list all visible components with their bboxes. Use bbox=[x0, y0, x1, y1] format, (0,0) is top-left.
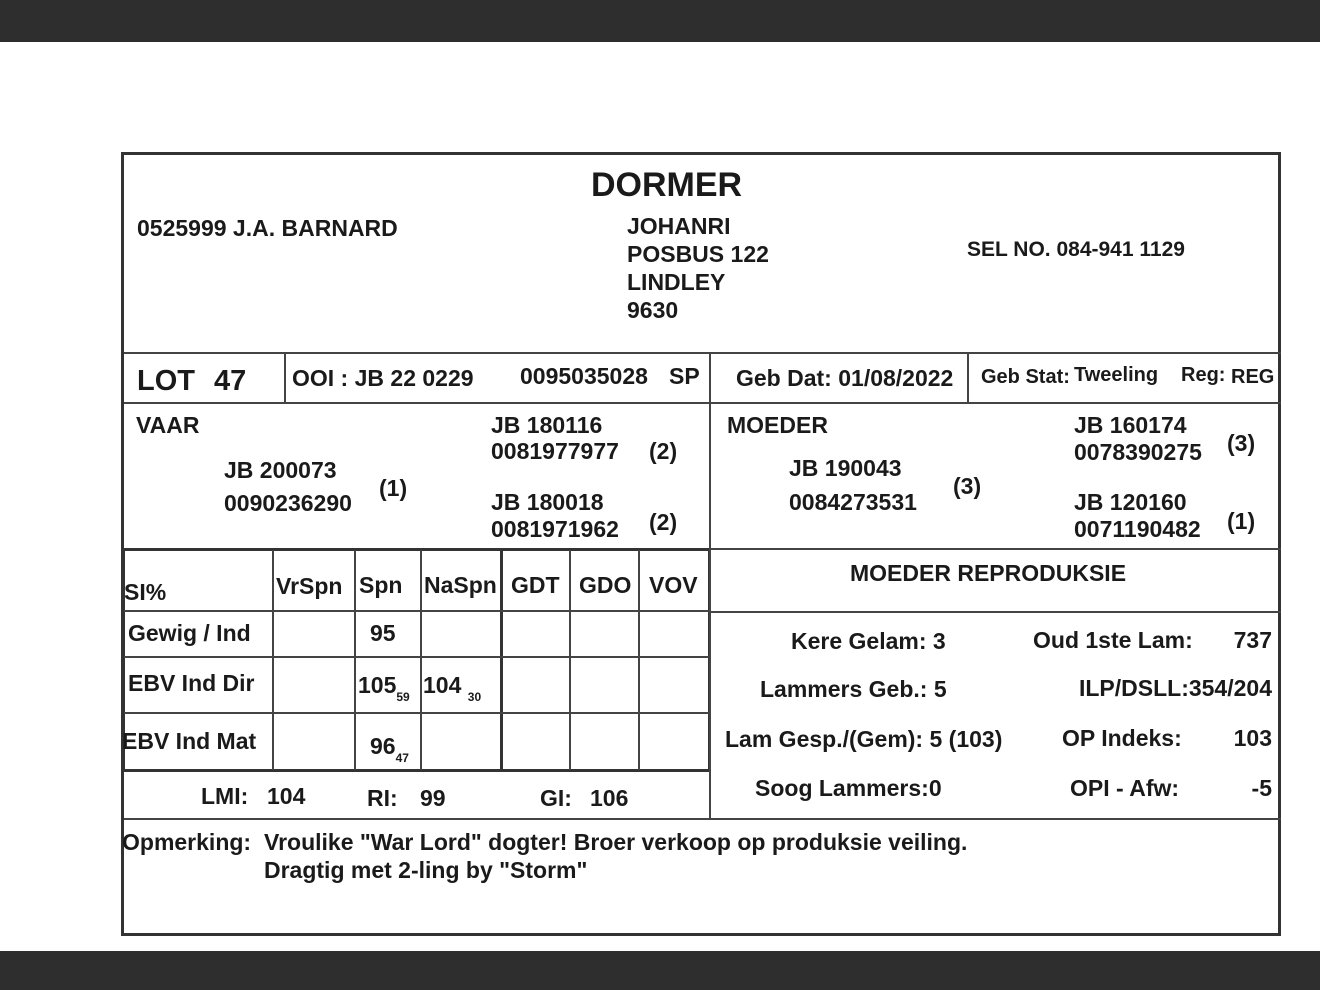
address-line-4: 9630 bbox=[627, 297, 679, 323]
dam-dam-jb: JB 120160 bbox=[1074, 489, 1187, 515]
dam-id: 0084273531 bbox=[789, 489, 917, 515]
lot-label: LOT bbox=[137, 365, 195, 397]
address-line-2: POSBUS 122 bbox=[627, 241, 769, 267]
header-vrspn: VrSpn bbox=[276, 573, 343, 599]
reg-label: Reg: bbox=[1181, 364, 1226, 386]
row-div-3 bbox=[124, 712, 711, 714]
ilp-dsll: ILP/DSLL:354/204 bbox=[1078, 675, 1272, 701]
col-div-5 bbox=[569, 550, 571, 770]
sire-sire-id: 0081977977 bbox=[491, 438, 619, 464]
col-div-2 bbox=[354, 550, 356, 770]
row-div-1 bbox=[124, 610, 711, 612]
col-div-1 bbox=[272, 550, 274, 770]
col-div-4 bbox=[500, 550, 503, 770]
row-label-ebv-dir: EBV Ind Dir bbox=[128, 670, 255, 696]
reg-value: REG bbox=[1231, 366, 1275, 388]
col-div-6 bbox=[638, 550, 640, 770]
divider-pedigree-top bbox=[124, 402, 1281, 404]
phone-number: SEL NO. 084-941 1129 bbox=[967, 238, 1185, 261]
col-div-3 bbox=[420, 550, 422, 770]
sire-id: 0090236290 bbox=[224, 490, 352, 516]
dam-sire-id: 0078390275 bbox=[1074, 439, 1202, 465]
dam-grade: (3) bbox=[953, 473, 982, 499]
ri-label: RI: bbox=[367, 785, 398, 811]
lmi-label: LMI: bbox=[201, 783, 249, 809]
owner-name: 0525999 J.A. BARNARD bbox=[137, 215, 398, 241]
divider-lot-top bbox=[124, 352, 1281, 354]
dam-sire-grade: (3) bbox=[1227, 430, 1256, 456]
birth-status: Tweeling bbox=[1074, 364, 1159, 386]
lmi-value: 104 bbox=[267, 783, 306, 809]
sire-grade: (1) bbox=[379, 475, 408, 501]
birth-status-label: Geb Stat: bbox=[981, 366, 1070, 388]
breed-title: DORMER bbox=[591, 166, 743, 204]
ri-value: 99 bbox=[420, 785, 446, 811]
cell-gewig-spn: 95 bbox=[370, 620, 396, 646]
lammers-geb: Lammers Geb.: 5 bbox=[760, 676, 947, 702]
divider-lot-3 bbox=[967, 352, 969, 402]
top-bar bbox=[0, 0, 1320, 42]
lot-card bbox=[121, 152, 1281, 936]
opi-label: OPI - Afw: bbox=[1070, 775, 1180, 801]
sire-dam-id: 0081971962 bbox=[491, 516, 619, 542]
header-vov: VOV bbox=[649, 572, 698, 598]
birth-date: Geb Dat: 01/08/2022 bbox=[736, 365, 954, 391]
header-gdt: GDT bbox=[511, 572, 560, 598]
remark-label: Opmerking: bbox=[122, 829, 252, 855]
bottom-bar bbox=[0, 951, 1320, 990]
sire-dam-jb: JB 180018 bbox=[491, 489, 604, 515]
header-naspn: NaSpn bbox=[424, 572, 497, 598]
address-line-1: JOHANRI bbox=[627, 213, 731, 239]
dam-jb: JB 190043 bbox=[789, 455, 902, 481]
divider-lot-1 bbox=[284, 352, 286, 402]
cell-ebv-dir-naspn: 104 $_{30}$ bbox=[423, 672, 482, 704]
lam-gesp: Lam Gesp./(Gem): 5 (103) bbox=[725, 726, 1003, 752]
sire-dam-grade: (2) bbox=[649, 509, 678, 535]
oud-value: 737 bbox=[1233, 627, 1272, 653]
sire-jb: JB 200073 bbox=[224, 457, 337, 483]
dam-sire-jb: JB 160174 bbox=[1074, 412, 1187, 438]
row-label-ebv-mat: EBV Ind Mat bbox=[122, 728, 257, 754]
gi-value: 106 bbox=[590, 785, 629, 811]
cell-ebv-mat-spn: $96_{47}$ bbox=[370, 733, 409, 765]
opi-value: -5 bbox=[1251, 775, 1272, 801]
repro-title: MOEDER REPRODUKSIE bbox=[850, 560, 1127, 586]
address-line-3: LINDLEY bbox=[627, 269, 726, 295]
remark-line-1: Vroulike "War Lord" dogter! Broer verkoop op produksie veiling. bbox=[264, 829, 968, 855]
soog-lammers: Soog Lammers:0 bbox=[755, 775, 942, 801]
sire-sire-grade: (2) bbox=[649, 438, 678, 464]
sire-sire-jb: JB 180116 bbox=[491, 412, 603, 438]
ooi-id: OOI : JB 22 0229 bbox=[292, 365, 474, 391]
header-gdo: GDO bbox=[579, 572, 632, 598]
header-spn: Spn bbox=[359, 572, 403, 598]
oud-label: Oud 1ste Lam: bbox=[1033, 627, 1193, 653]
op-value: 103 bbox=[1233, 725, 1272, 751]
kere-gelam: Kere Gelam: 3 bbox=[791, 628, 946, 654]
divider-lot-2 bbox=[709, 352, 711, 548]
dam-dam-id: 0071190482 bbox=[1074, 516, 1201, 542]
lot-sp: SP bbox=[669, 363, 700, 389]
row-div-2 bbox=[124, 656, 711, 658]
op-label: OP Indeks: bbox=[1062, 725, 1182, 751]
gi-label: GI: bbox=[540, 785, 572, 811]
lot-number: 47 bbox=[214, 365, 247, 397]
remark-line-2: Dragtig met 2-ling by "Storm" bbox=[264, 857, 588, 883]
header-si: SI% bbox=[124, 579, 167, 605]
row-label-gewig: Gewig / Ind bbox=[128, 620, 251, 646]
divider-repro-title bbox=[711, 611, 1281, 613]
sire-label: VAAR bbox=[136, 412, 200, 438]
cell-ebv-dir-spn: $105_{59}$ bbox=[358, 672, 410, 704]
dam-dam-grade: (1) bbox=[1227, 508, 1256, 534]
divider-repro-left bbox=[709, 548, 711, 818]
dam-label: MOEDER bbox=[727, 412, 828, 438]
divider-remark-top bbox=[124, 818, 1281, 820]
lot-id: 0095035028 bbox=[520, 363, 648, 389]
